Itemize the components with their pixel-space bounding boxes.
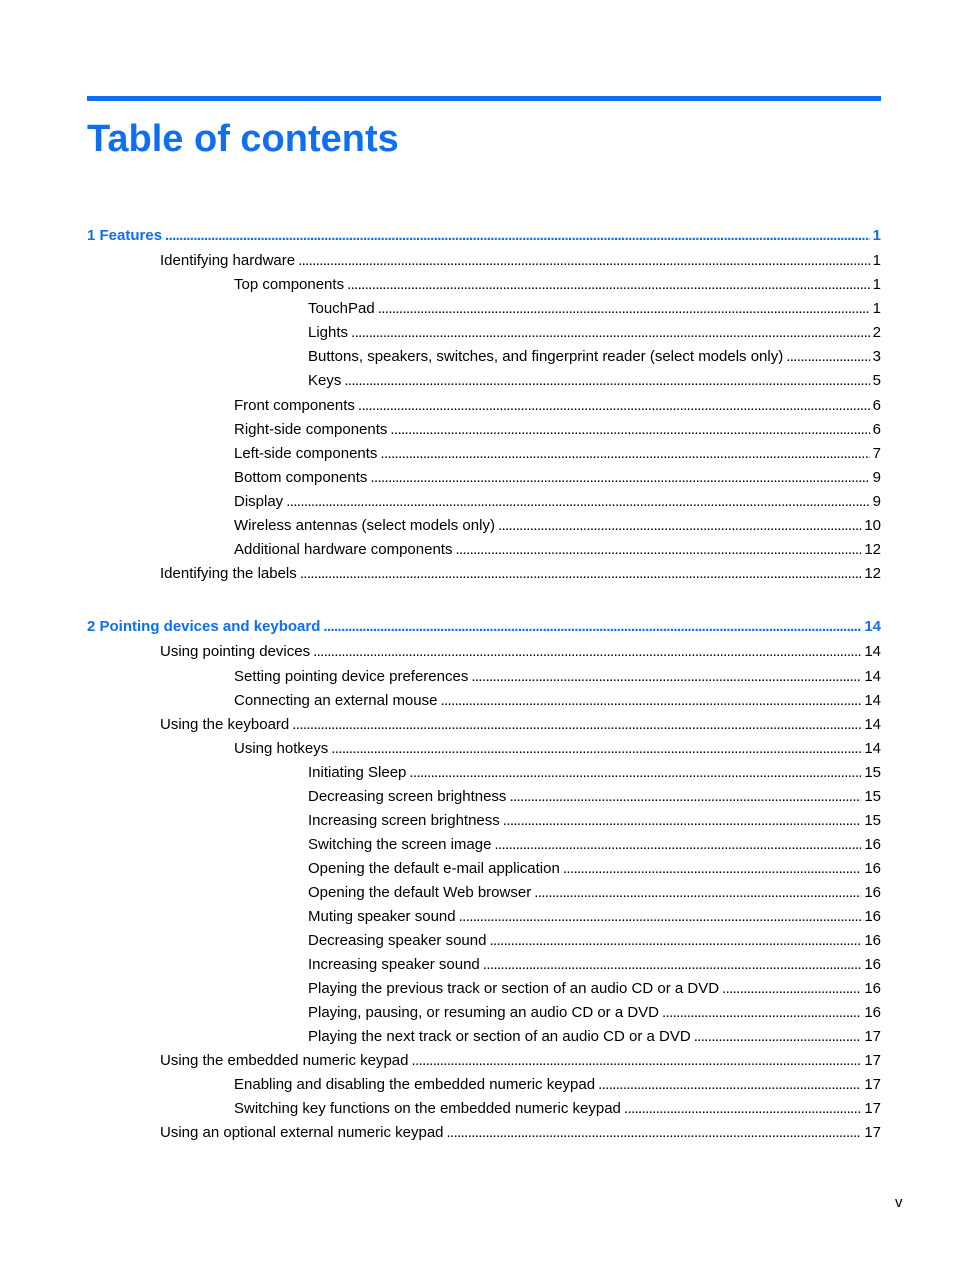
toc-entry[interactable] [308, 371, 881, 391]
dot-leader [483, 955, 862, 975]
toc-entry[interactable] [308, 299, 881, 319]
toc-entry-title: Muting speaker sound [308, 908, 456, 925]
dot-leader [378, 299, 870, 319]
toc-entry-page: 17 [864, 1028, 881, 1045]
dot-leader [722, 979, 861, 999]
toc-entry[interactable] [308, 979, 881, 999]
toc-chapter-entry[interactable] [87, 226, 881, 246]
toc-entry[interactable] [308, 811, 881, 831]
toc-entry-title: Identifying the labels [160, 565, 297, 582]
toc-entry-title: Decreasing speaker sound [308, 932, 487, 949]
toc-entry[interactable] [308, 347, 881, 367]
toc-entry-page: 17 [864, 1124, 881, 1141]
page-number: v [895, 1194, 903, 1211]
dot-leader [489, 931, 861, 951]
toc-entry-title: Connecting an external mouse [234, 692, 438, 709]
toc-entry-page: 17 [864, 1052, 881, 1069]
toc-entry-title: Opening the default Web browser [308, 884, 532, 901]
toc-entry-page: 6 [872, 397, 881, 414]
dot-leader [380, 444, 869, 464]
toc-entry[interactable] [160, 715, 881, 735]
toc-entry-page: 14 [864, 618, 881, 635]
toc-entry-page: 16 [864, 980, 881, 997]
dot-leader [323, 617, 861, 637]
toc-entry-page: 14 [864, 668, 881, 685]
toc-entry[interactable] [308, 955, 881, 975]
page-title: Table of contents [87, 118, 399, 160]
toc-entry[interactable] [234, 396, 881, 416]
toc-entry[interactable] [234, 691, 881, 711]
toc-entry-page: 12 [864, 565, 881, 582]
toc-chapter-entry[interactable] [87, 617, 881, 637]
toc-entry-title: Right-side components [234, 421, 388, 438]
dot-leader [447, 1123, 862, 1143]
dot-leader [662, 1003, 861, 1023]
dot-leader [498, 516, 861, 536]
dot-leader [494, 835, 861, 855]
dot-leader [471, 667, 861, 687]
toc-entry-title: Using hotkeys [234, 740, 329, 757]
toc-entry-title: Identifying hardware [160, 252, 296, 269]
toc-entry-title: Increasing speaker sound [308, 956, 480, 973]
toc-entry-page: 5 [872, 372, 881, 389]
toc-entry-page: 15 [864, 764, 881, 781]
dot-leader [344, 371, 869, 391]
toc-entry-title: Playing the previous track or section of an audio CD or a DVD [308, 980, 720, 997]
dot-leader [786, 347, 869, 367]
toc-entry-page: 12 [864, 541, 881, 558]
toc-entry-page: 14 [864, 643, 881, 660]
toc-entry[interactable] [160, 642, 881, 662]
toc-entry[interactable] [234, 516, 881, 536]
toc-entry-title: Increasing screen brightness [308, 812, 500, 829]
toc-entry-title: 1 Features [87, 227, 163, 244]
toc-entry-title: Playing the next track or section of an audio CD or a DVD [308, 1028, 691, 1045]
toc-entry[interactable] [308, 859, 881, 879]
dot-leader [624, 1099, 861, 1119]
toc-entry-title: Additional hardware components [234, 541, 453, 558]
dot-leader [509, 787, 861, 807]
toc-entry-title: Enabling and disabling the embedded numeric keypad [234, 1076, 596, 1093]
toc-entry-page: 17 [864, 1076, 881, 1093]
toc-entry-page: 16 [864, 908, 881, 925]
toc-entry-title: Top components [234, 276, 345, 293]
toc-entry-title: Setting pointing device preferences [234, 668, 469, 685]
toc-entry-page: 16 [864, 956, 881, 973]
toc-entry-title: Display [234, 493, 284, 510]
toc-entry-page: 16 [864, 836, 881, 853]
dot-leader [409, 763, 861, 783]
dot-leader [459, 907, 862, 927]
toc-entry-title: Using the keyboard [160, 716, 290, 733]
header-rule [87, 96, 881, 101]
toc-entry-page: 16 [864, 932, 881, 949]
dot-leader [331, 739, 861, 759]
dot-leader [455, 540, 861, 560]
toc-entry-page: 15 [864, 812, 881, 829]
toc-entry-page: 1 [872, 276, 881, 293]
toc-entry-page: 2 [872, 324, 881, 341]
toc-entry[interactable] [234, 444, 881, 464]
toc-entry-title: 2 Pointing devices and keyboard [87, 618, 321, 635]
dot-leader [358, 396, 870, 416]
toc-entry-title: Lights [308, 324, 349, 341]
dot-leader [351, 323, 870, 343]
toc-entry-page: 16 [864, 860, 881, 877]
dot-leader [411, 1051, 861, 1071]
toc-entry-title: Buttons, speakers, switches, and fingerprint reader (select models only) [308, 348, 784, 365]
toc-entry-page: 17 [864, 1100, 881, 1117]
toc-entry-title: Initiating Sleep [308, 764, 407, 781]
dot-leader [165, 226, 870, 246]
toc-entry-page: 14 [864, 692, 881, 709]
toc-entry[interactable] [160, 251, 881, 271]
toc-entry-page: 16 [864, 1004, 881, 1021]
toc-entry-title: Using the embedded numeric keypad [160, 1052, 409, 1069]
toc-entry[interactable] [234, 667, 881, 687]
dot-leader [503, 811, 862, 831]
toc-entry-title: Keys [308, 372, 342, 389]
toc-entry[interactable] [234, 468, 881, 488]
dot-leader [292, 715, 861, 735]
toc-entry[interactable] [234, 739, 881, 759]
toc-entry-page: 9 [872, 493, 881, 510]
toc-entry-page: 6 [872, 421, 881, 438]
toc-entry-title: TouchPad [308, 300, 375, 317]
toc-entry-page: 14 [864, 716, 881, 733]
dot-leader [286, 492, 869, 512]
toc-entry[interactable] [234, 1075, 881, 1095]
toc-entry-page: 9 [872, 469, 881, 486]
toc-entry-page: 7 [872, 445, 881, 462]
dot-leader [313, 642, 861, 662]
toc-entry[interactable] [234, 420, 881, 440]
toc-entry-page: 14 [864, 740, 881, 757]
toc-entry-page: 15 [864, 788, 881, 805]
toc-entry-page: 1 [872, 300, 881, 317]
toc-entry-title: Playing, pausing, or resuming an audio CD or a DVD [308, 1004, 660, 1021]
dot-leader [347, 275, 870, 295]
toc-entry[interactable] [308, 931, 881, 951]
toc-entry[interactable] [308, 835, 881, 855]
toc-entry-page: 10 [864, 517, 881, 534]
toc-entry-title: Switching the screen image [308, 836, 492, 853]
dot-leader [534, 883, 861, 903]
dot-leader [300, 564, 862, 584]
dot-leader [694, 1027, 862, 1047]
toc-entry[interactable] [234, 492, 881, 512]
toc-entry-page: 1 [872, 252, 881, 269]
toc-entry[interactable] [308, 787, 881, 807]
toc-entry[interactable] [308, 1003, 881, 1023]
toc-entry[interactable] [234, 275, 881, 295]
toc-entry-title: Switching key functions on the embedded numeric keypad [234, 1100, 621, 1117]
toc-entry[interactable] [160, 1123, 881, 1143]
toc-entry[interactable] [308, 883, 881, 903]
toc-entry-title: Front components [234, 397, 355, 414]
toc-entry-title: Opening the default e-mail application [308, 860, 560, 877]
toc-entry[interactable] [308, 907, 881, 927]
toc-entry-title: Bottom components [234, 469, 368, 486]
dot-leader [390, 420, 869, 440]
toc-entry-title: Wireless antennas (select models only) [234, 517, 495, 534]
toc-entry[interactable] [160, 1051, 881, 1071]
toc-entry-title: Decreasing screen brightness [308, 788, 507, 805]
dot-leader [298, 251, 870, 271]
dot-leader [440, 691, 861, 711]
toc-entry[interactable] [308, 763, 881, 783]
toc-entry-page: 3 [872, 348, 881, 365]
toc-entry-title: Left-side components [234, 445, 378, 462]
toc-entry[interactable] [160, 564, 881, 584]
toc-entry[interactable] [234, 1099, 881, 1119]
toc-entry-page: 1 [872, 227, 881, 244]
toc-entry[interactable] [308, 323, 881, 343]
dot-leader [563, 859, 861, 879]
toc-entry-title: Using pointing devices [160, 643, 311, 660]
dot-leader [598, 1075, 861, 1095]
toc-entry[interactable] [234, 540, 881, 560]
toc-entry-title: Using an optional external numeric keypad [160, 1124, 444, 1141]
toc-entry[interactable] [308, 1027, 881, 1047]
dot-leader [370, 468, 869, 488]
toc-entry-page: 16 [864, 884, 881, 901]
